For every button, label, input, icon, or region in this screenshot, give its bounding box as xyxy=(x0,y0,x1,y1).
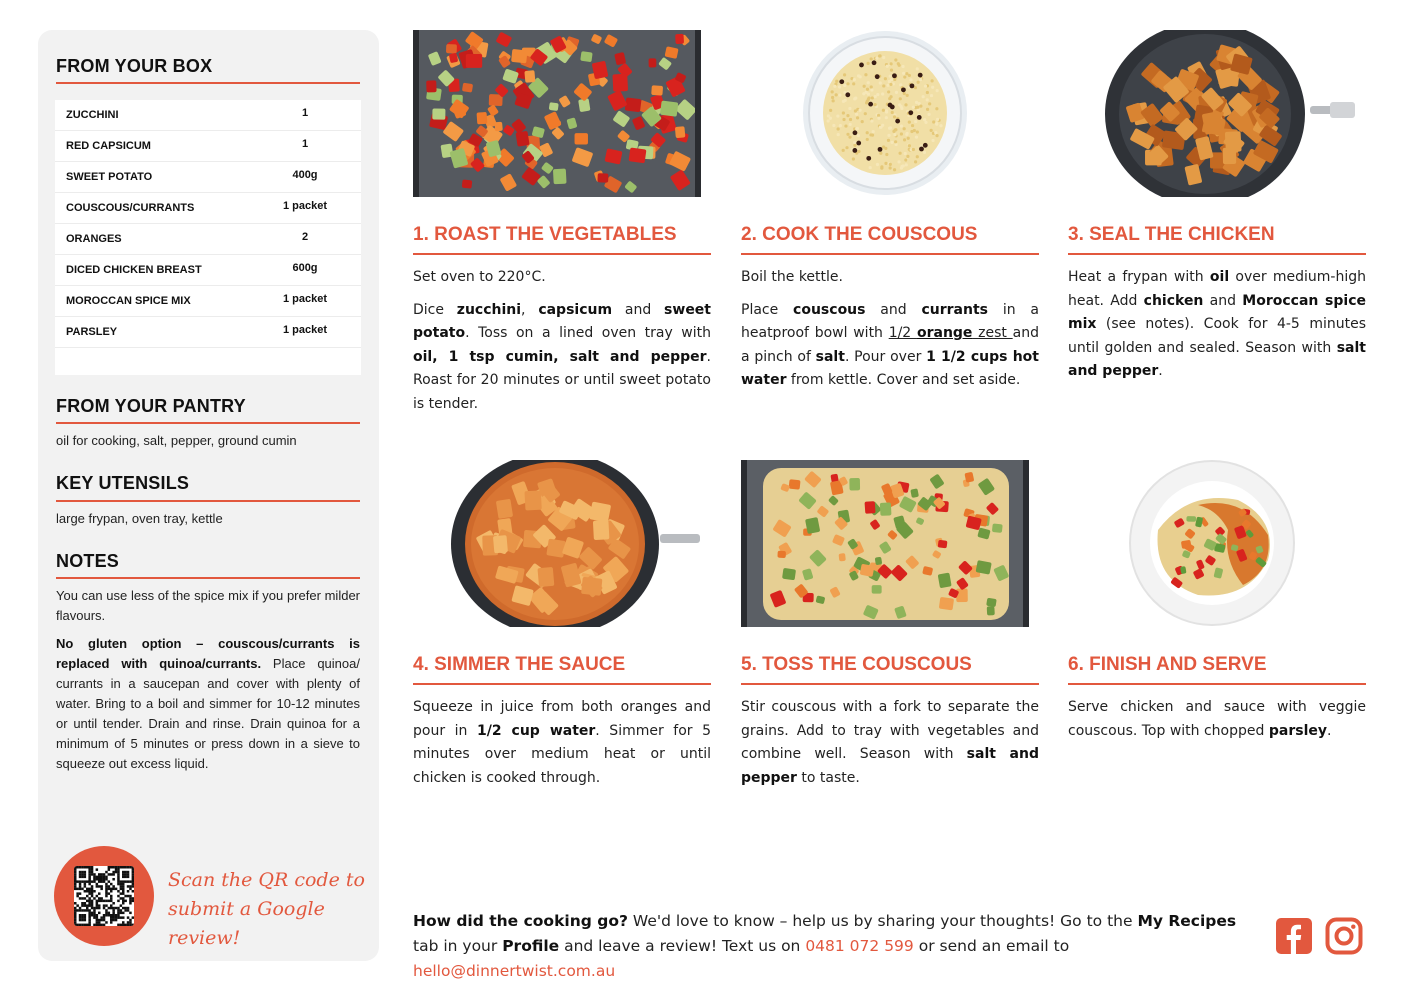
box-ingredient-row xyxy=(55,286,361,317)
text-segment: Stir couscous with a fork to separate the grains. Add to tray with vegetables and combine well. Season with xyxy=(741,699,1039,762)
box-ingredients-table xyxy=(55,100,361,375)
qr-badge[interactable] xyxy=(54,846,154,946)
box-ingredient-row xyxy=(55,224,361,255)
box-ingredient-row xyxy=(55,255,361,286)
bold-term: oil, 1 tsp cumin, salt and pepper xyxy=(413,348,707,365)
step-2-paragraph xyxy=(741,299,1039,393)
ingredient-quantity: 2 xyxy=(301,231,309,243)
box-section-title: FROM YOUR BOX xyxy=(56,56,213,76)
review-footer xyxy=(413,909,1263,984)
ingredient-name: DICED CHICKEN BREAST xyxy=(66,264,202,276)
utensils-divider xyxy=(56,500,360,502)
bold-term: salt and pepper xyxy=(741,746,1039,786)
box-ingredient-row xyxy=(55,162,361,193)
instagram-icon[interactable] xyxy=(1325,917,1363,955)
bold-term: salt and pepper xyxy=(1068,339,1366,379)
notes-paragraph-2 xyxy=(56,634,360,774)
pantry-text: oil for cooking, salt, pepper, ground cumin xyxy=(56,433,297,448)
box-ingredient-row xyxy=(55,100,361,131)
text-segment: and xyxy=(1203,292,1243,309)
step-4-divider xyxy=(413,683,711,685)
bold-term: currants xyxy=(921,301,988,318)
bold-term: 1/2 cup water xyxy=(476,722,596,739)
step-4-paragraph xyxy=(413,696,711,790)
step-5-divider xyxy=(741,683,1039,685)
notes-paragraph-1: You can use less of the spice mix if you prefer milder flavours. xyxy=(56,588,360,623)
box-ingredient-row xyxy=(55,193,361,224)
ingredient-name: ZUCCHINI xyxy=(66,109,119,121)
step-2-title: 2. COOK THE COUSCOUS xyxy=(741,224,978,245)
box-ingredient-row xyxy=(55,317,361,348)
qr-line-1: Scan the QR code to xyxy=(168,869,365,891)
bold-term: chicken xyxy=(1143,292,1204,309)
ingredient-name: RED CAPSICUM xyxy=(66,140,151,152)
step-1-title: 1. ROAST THE VEGETABLES xyxy=(413,224,677,245)
step-6-paragraph xyxy=(1068,696,1366,743)
ingredient-quantity: 600g xyxy=(292,262,318,274)
step-3-title: 3. SEAL THE CHICKEN xyxy=(1068,224,1275,245)
bold-term: capsicum xyxy=(538,301,613,318)
text-segment: . Roast for 20 minutes or until sweet potato is tender. xyxy=(413,348,711,412)
step-3-photo xyxy=(1100,30,1360,197)
ingredient-name: PARSLEY xyxy=(66,326,118,338)
footer-text-c: tab in your xyxy=(413,937,503,955)
text-segment: . xyxy=(1158,363,1163,379)
utensils-section-title: KEY UTENSILS xyxy=(56,473,190,493)
text-segment: (see notes). Cook for 4-5 minutes until golden and sealed. Season with xyxy=(1068,316,1366,356)
ingredient-name: COUSCOUS/CURRANTS xyxy=(66,202,195,214)
step-2-photo xyxy=(801,30,969,197)
utensils-text: large frypan, oven tray, kettle xyxy=(56,511,223,526)
bold-term: 1 1/2 cups hot water xyxy=(741,348,1039,388)
text-segment: , xyxy=(521,301,539,318)
qr-code-icon[interactable] xyxy=(74,866,134,926)
step-5-paragraph xyxy=(741,696,1039,790)
text-segment: . Simmer for 5 minutes over medium heat or until chicken is cooked through. xyxy=(413,722,711,786)
text-segment: . xyxy=(1327,722,1332,739)
step-5-title: 5. TOSS THE COUSCOUS xyxy=(741,654,972,675)
notes-section-title: NOTES xyxy=(56,551,120,571)
step-6-instructions xyxy=(1068,696,1366,752)
box-divider xyxy=(56,82,360,84)
ingredient-quantity: 1 xyxy=(301,107,309,119)
facebook-icon[interactable] xyxy=(1275,917,1313,955)
box-ingredient-row xyxy=(55,131,361,162)
ingredient-name: SWEET POTATO xyxy=(66,171,153,183)
ingredient-name: MOROCCAN SPICE MIX xyxy=(66,295,191,307)
qr-review-prompt xyxy=(168,866,368,953)
bold-term: oil xyxy=(1209,269,1230,285)
step-6-title: 6. FINISH AND SERVE xyxy=(1068,654,1267,675)
text-segment: Dice xyxy=(413,301,457,318)
step-5-photo xyxy=(741,460,1029,627)
no-gluten-heading: No gluten option – couscous/currants is replaced with quinoa/currants. xyxy=(56,636,360,671)
footer-email-link[interactable]: hello@dinnertwist.com.au xyxy=(413,962,616,980)
text-segment: Squeeze in juice from both oranges and pour in xyxy=(413,699,711,739)
no-gluten-text: Place quinoa/ currants in a saucepan and cover with plenty of water. Bring to a boil and simmer for 10-12 minutes or until tender. Drain and rinse. Drain quinoa for a minimum of 5 minutes or press down in a sieve to squeeze out excess liquid. xyxy=(56,656,360,771)
text-segment: 1/2 xyxy=(888,325,917,341)
footer-text-a: We'd love to know – help us by sharing your thoughts! Go to the xyxy=(627,912,1138,930)
ingredients-sidebar xyxy=(38,30,379,961)
step-2-divider xyxy=(741,253,1039,255)
ingredient-name: ORANGES xyxy=(66,233,122,245)
step-2-instructions xyxy=(741,266,1039,402)
footer-text-d: and leave a review! Text us on xyxy=(559,937,806,955)
text-segment: zest xyxy=(972,325,1013,341)
bold-term: zucchini xyxy=(456,301,522,318)
footer-phone-link[interactable]: 0481 072 599 xyxy=(805,937,914,955)
text-segment: . Toss on a lined oven tray with xyxy=(465,325,711,341)
footer-text-e: or send an email to xyxy=(913,937,1070,955)
ingredient-quantity: 1 packet xyxy=(282,200,328,212)
text-segment: and a pinch of xyxy=(741,325,1039,365)
step-3-instructions xyxy=(1068,266,1366,393)
text-segment: and xyxy=(612,301,665,318)
bold-term: salt xyxy=(815,348,845,365)
step-1-photo xyxy=(413,30,701,197)
step-1-paragraph xyxy=(413,299,711,417)
text-segment: to taste. xyxy=(796,769,860,786)
footer-question: How did the cooking go? xyxy=(413,912,628,930)
text-segment: from kettle. Cover and set aside. xyxy=(786,372,1021,388)
step-5-instructions xyxy=(741,696,1039,799)
text-segment: in a heatproof bowl with xyxy=(741,301,1039,341)
step-3-paragraph xyxy=(1068,266,1366,384)
footer-profile: Profile xyxy=(502,937,560,955)
step-4-title: 4. SIMMER THE SAUCE xyxy=(413,654,626,675)
bold-term: Moroccan spice mix xyxy=(1068,292,1366,332)
bold-term: parsley xyxy=(1268,722,1327,739)
text-segment: over medium-high heat. Add xyxy=(1068,269,1367,309)
text-segment: . Pour over xyxy=(844,348,927,365)
bold-term: couscous xyxy=(793,301,866,318)
ingredient-quantity: 400g xyxy=(292,169,318,181)
notes-divider xyxy=(56,577,360,579)
pantry-divider xyxy=(56,422,360,424)
text-segment: and xyxy=(865,301,922,318)
ingredient-quantity: 1 packet xyxy=(282,293,328,305)
step-3-divider xyxy=(1068,253,1366,255)
text-segment: Place xyxy=(741,301,794,318)
step-4-instructions xyxy=(413,696,711,799)
step-1-divider xyxy=(413,253,711,255)
step-6-divider xyxy=(1068,683,1366,685)
ingredient-quantity: 1 packet xyxy=(282,324,328,336)
step-2-intro: Boil the kettle. xyxy=(741,269,843,285)
pantry-section-title: FROM YOUR PANTRY xyxy=(56,396,246,416)
footer-my-recipes: My Recipes xyxy=(1137,912,1237,930)
ingredient-quantity: 1 xyxy=(301,138,309,150)
step-6-photo xyxy=(1128,460,1296,627)
text-segment: Heat a frypan with xyxy=(1068,269,1210,285)
text-segment: Serve chicken and sauce with veggie couscous. Top with chopped xyxy=(1068,699,1366,739)
step-1-intro: Set oven to 220°C. xyxy=(413,269,546,285)
bold-term: orange xyxy=(916,325,973,341)
bold-term: sweet potato xyxy=(413,301,711,341)
qr-line-2: submit a Google review! xyxy=(168,898,325,949)
step-4-photo xyxy=(450,460,705,627)
step-1-instructions xyxy=(413,266,711,425)
